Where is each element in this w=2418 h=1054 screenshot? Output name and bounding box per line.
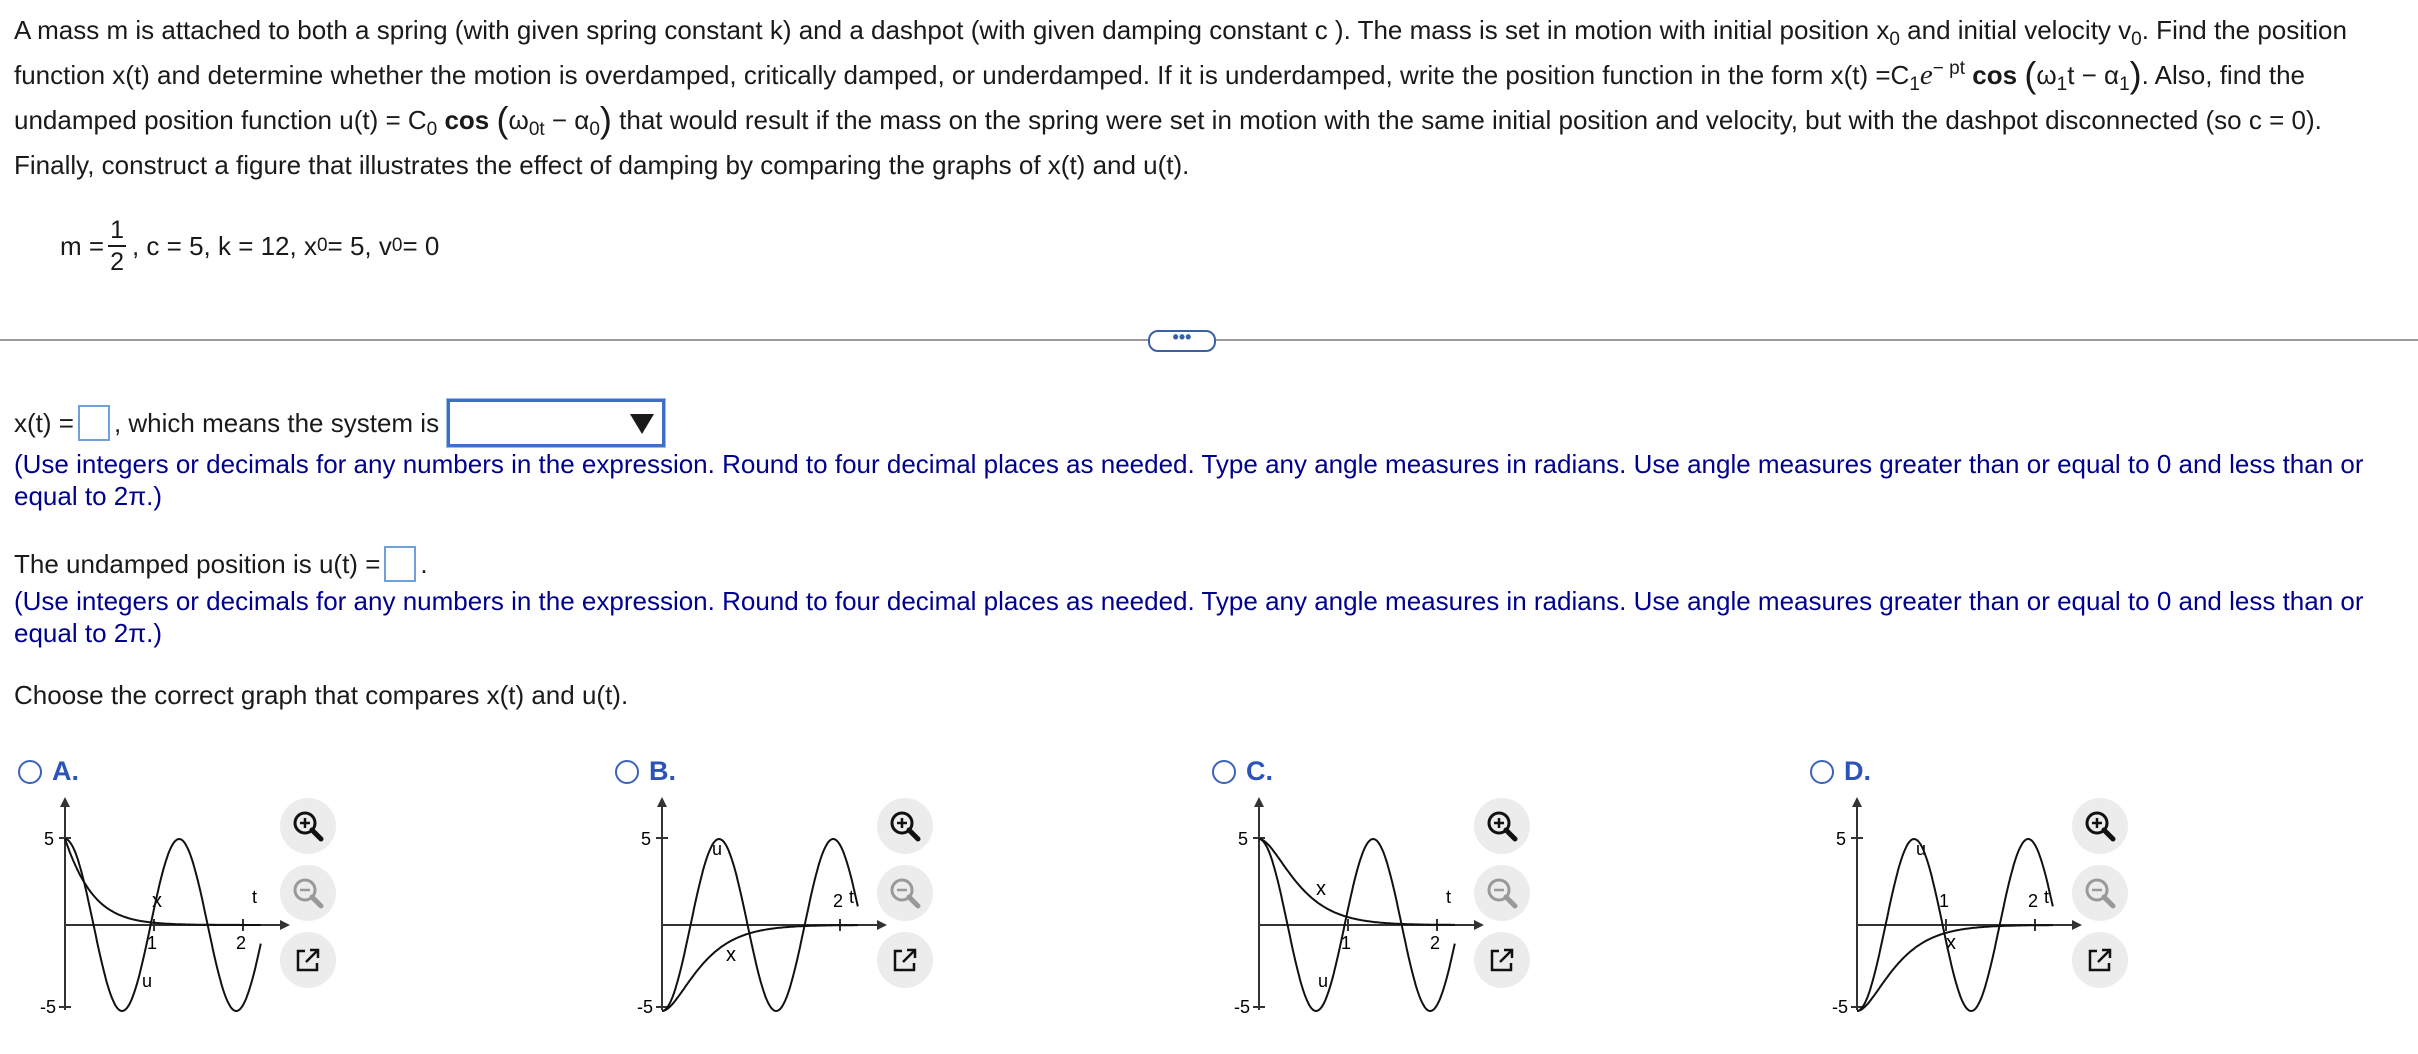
option-d-popout-button[interactable] [2072,932,2128,988]
ut-answer-line: The undamped position is u(t) = . [14,546,428,582]
option-a[interactable]: A. [18,756,79,787]
option-c-zoom-out-button[interactable] [1474,865,1530,921]
option-d-zoom-in-button[interactable] [2072,798,2128,854]
xt-answer-line: x(t) = , which means the system is [14,399,665,447]
ut-hint: (Use integers or decimals for any numbers in the expression. Round to four decimal places as needed. Type any angle measures in radians. Use angle measures greater than or equal to 0 and less than or equal to 2π.) [14,586,2364,648]
y-tick-top: 5 [44,829,55,849]
zoom-out-icon [885,873,925,913]
xt-answer-input[interactable] [78,405,110,441]
damping-type-select[interactable] [447,399,665,447]
popout-icon [2080,940,2120,980]
t-axis-label: t [2044,887,2050,907]
zoom-in-icon [1482,806,1522,846]
t-axis-arrow [877,920,887,930]
option-b-popout-button[interactable] [877,932,933,988]
popout-icon [885,940,925,980]
t-axis-arrow [2072,920,2082,930]
graph-option-d [1832,795,2082,1015]
choose-instruction: Choose the correct graph that compares x(t) and u(t). [14,680,629,710]
u-curve-label: u [142,971,153,991]
t-tick-2: 2 [833,891,844,911]
option-a-popout-button[interactable] [280,932,336,988]
t-axis-arrow [1474,920,1484,930]
t-axis-label: t [849,887,855,907]
expand-more-button[interactable]: ••• [1148,330,1216,352]
mass-fraction: $\frac{1}{2}$ [110,216,124,276]
given-values: m = $\frac{1}{2}$ , c = 5, k = 12, x 0 = 5, v 0 = 0 [60,216,440,276]
y-tick-bottom: -5 [40,997,57,1015]
t-tick-1: 1 [1341,933,1352,953]
option-d[interactable]: D. [1810,756,1871,787]
x-curve [1259,839,1455,925]
u-curve-label: u [712,839,723,859]
option-b-zoom-out-button[interactable] [877,865,933,921]
option-a-zoom-in-button[interactable] [280,798,336,854]
y-tick-bottom: -5 [1832,997,1849,1015]
option-c-zoom-in-button[interactable] [1474,798,1530,854]
x-curve-label: x [1316,878,1326,900]
option-c-radio[interactable] [1212,760,1236,784]
ut-answer-input[interactable] [384,546,416,582]
option-a-radio[interactable] [18,760,42,784]
graph-option-c [1234,795,1484,1015]
t-tick-2: 2 [2028,891,2039,911]
t-tick-1: 1 [147,933,158,953]
t-axis-arrow [280,920,290,930]
popout-icon [288,940,328,980]
x-curve-label: x [152,890,162,912]
x-curve [65,839,261,925]
xt-hint: (Use integers or decimals for any numbers in the expression. Round to four decimal places as needed. Type any angle measures in radians. Use angle measures greater than or equal to 0 and less than or equal to 2π.) [14,449,2364,511]
problem-statement: A mass m is attached to both a spring (with given spring constant k) and a dashpot (with given damping constant c ). The mass is set in motion with initial position $x_0$ and initial velocity $v_0$. Find the position function x(t) and determine whether the motion is overdamped, critically damped, or underdamped. If it is underdamped, write the position function in the form $x(t) =C_1e^{- pt}$ $\cos (\omega_1t - \alpha_1)$. Also, find the undamped position function $u(t) = C_0$ $\cos (\omega_{0t} - \alpha_0)$ that would result if the mass on the spring were set in motion with the same initial position and velocity, but with the dashpot disconnected (so c = 0). Finally, construct a figure that illustrates the effect of damping by comparing the graphs of x(t) and u(t). [14,15,2347,180]
option-b-zoom-in-button[interactable] [877,798,933,854]
option-d-radio[interactable] [1810,760,1834,784]
dropdown-arrow-icon [630,414,654,434]
graph-option-a [40,795,290,1015]
y-tick-bottom: -5 [1234,997,1251,1015]
t-tick-1: 1 [1939,891,1950,911]
y-axis-arrow [1852,797,1862,807]
zoom-out-icon [2080,873,2120,913]
y-tick-bottom: -5 [637,997,654,1015]
zoom-out-icon [288,873,328,913]
y-tick-top: 5 [641,829,652,849]
t-axis-label: t [252,887,258,907]
option-b[interactable]: B. [615,756,676,787]
t-tick-2: 2 [1430,933,1441,953]
zoom-out-icon [1482,873,1522,913]
option-c-popout-button[interactable] [1474,932,1530,988]
u-curve-label: u [1318,971,1329,991]
graph-option-b [637,795,887,1015]
u-curve-label: u [1916,839,1927,859]
option-c[interactable]: C. [1212,756,1273,787]
y-axis-arrow [1254,797,1264,807]
y-tick-top: 5 [1238,829,1249,849]
zoom-in-icon [2080,806,2120,846]
option-d-zoom-out-button[interactable] [2072,865,2128,921]
popout-icon [1482,940,1522,980]
zoom-in-icon [288,806,328,846]
option-a-zoom-out-button[interactable] [280,865,336,921]
t-axis-label: t [1446,887,1452,907]
zoom-in-icon [885,806,925,846]
y-tick-top: 5 [1836,829,1847,849]
y-axis-arrow [657,797,667,807]
t-tick-2: 2 [236,933,247,953]
x-curve-label: x [1946,932,1956,954]
y-axis-arrow [60,797,70,807]
x-curve [662,925,858,1011]
option-b-radio[interactable] [615,760,639,784]
x-curve-label: x [726,944,736,966]
